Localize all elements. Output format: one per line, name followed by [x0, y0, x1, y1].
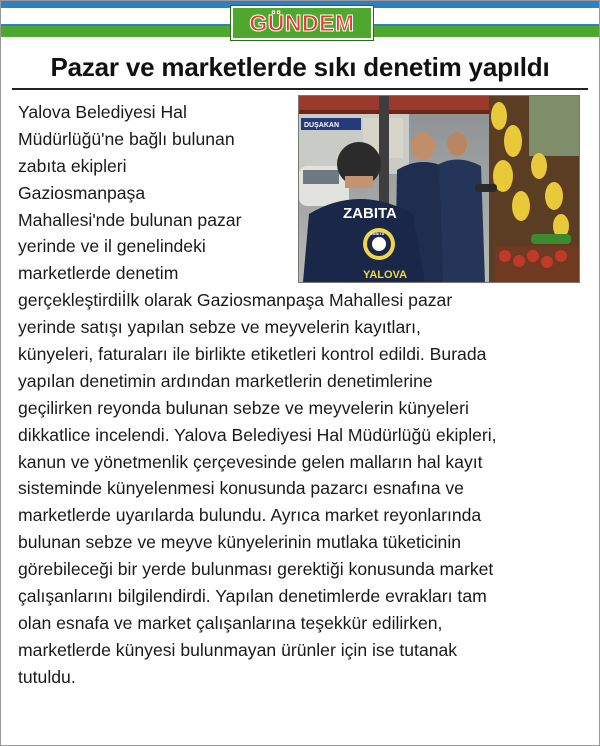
body-line: marketlerde denetim — [18, 263, 179, 284]
body-line: çalışanlarını bilgilendirdi. Yapılan denetimlerde evrakları tam — [18, 586, 487, 607]
body-line: yerinde satışı yapılan sebze ve meyvelerin kayıtları, — [18, 317, 421, 338]
body-line: Müdürlüğü'ne bağlı bulunan — [18, 128, 235, 149]
headline-divider — [12, 88, 588, 90]
shop-sign-text: DUŞAKAN — [304, 122, 339, 129]
article-headline: Pazar ve marketlerde sıkı denetim yapıldı — [50, 52, 550, 82]
body-line: künyeleri, faturaları ile birlikte etiketleri kontrol edildi. Burada — [18, 344, 487, 365]
body-line: yerinde ve il genelindeki — [18, 236, 206, 257]
jacket-lower-text: YALOVA — [363, 269, 408, 281]
section-label-badge — [231, 6, 373, 40]
body-line: tutuldu. — [18, 666, 76, 687]
body-line: marketlerde uyarılarda bulundu. Ayrıca market reyonlarında — [18, 505, 482, 526]
body-line: olan esnafa ve market çalışanlarına teşekkür edilirken, — [18, 612, 443, 633]
jacket-text: ZABITA — [343, 205, 397, 222]
body-line: sisteminde künyelenmesi konusunda pazarcı esnafına ve — [18, 478, 464, 499]
badge-text: ZABITA — [370, 231, 385, 236]
section-label: GÜNDEM — [249, 9, 355, 36]
body-line: Yalova Belediyesi Hal — [18, 102, 187, 122]
body-line: gerçekleştirdiİlk olarak Gaziosmanpaşa Mahallesi pazar — [18, 290, 453, 311]
body-line: dikkatlice incelendi. Yalova Belediyesi Hal Müdürlüğü ekipleri, — [18, 424, 497, 445]
article-body — [18, 99, 584, 691]
body-line: bulunan sebze ve meyve künyelerinin mutlaka tüketicinin — [18, 532, 462, 553]
body-line: zabıta ekipleri — [18, 155, 127, 176]
body-line: yapılan denetimin ardından marketlerin denetimlerine — [18, 370, 433, 391]
body-line: Mahallesi'nde bulunan pazar — [18, 209, 242, 230]
body-line: marketlerde künyesi bulunmayan ürünler için ise tutanak — [18, 639, 458, 660]
body-line: kanun ve yönetmenlik çerçevesinde gelen malların hal kayıt — [18, 451, 483, 472]
body-line: Gaziosmanpaşa — [18, 182, 146, 203]
body-line: görebileceği bir yerde bulunması gerektiği konusunda market — [18, 559, 494, 580]
body-line: geçilirken reyonda bulunan sebze ve meyvelerin künyeleri — [18, 397, 469, 418]
